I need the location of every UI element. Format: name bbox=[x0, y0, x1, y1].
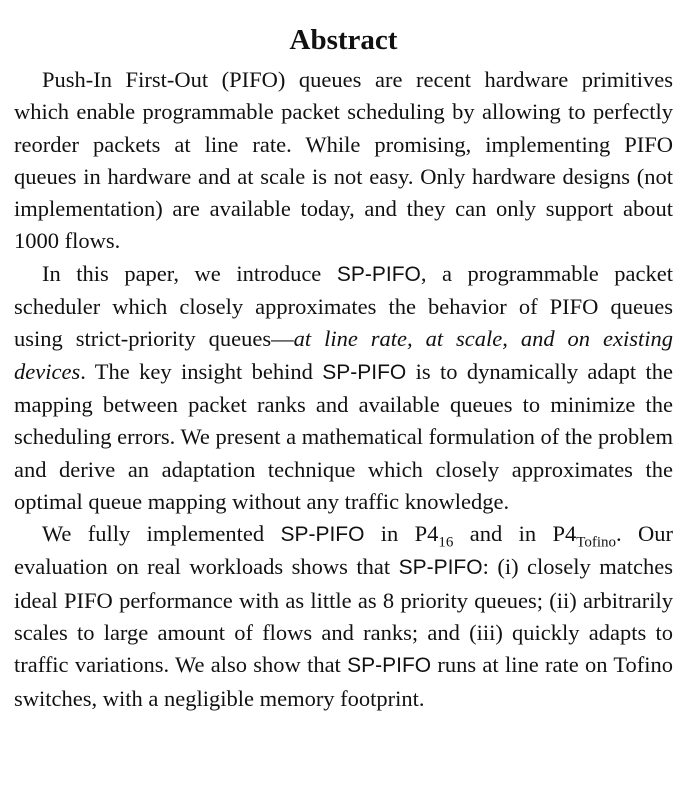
system-name: SP-PIFO bbox=[336, 262, 421, 286]
p2-text-c: . The key insight behind bbox=[80, 358, 323, 384]
system-name: SP-PIFO bbox=[322, 360, 407, 384]
paragraph-2 bbox=[14, 258, 673, 518]
p3-text-b: in P4 bbox=[364, 521, 439, 547]
p3-text-c: and in P4 bbox=[453, 521, 577, 547]
p4-target-subscript: Tofino bbox=[576, 534, 617, 551]
p4-version-subscript: 16 bbox=[438, 534, 454, 551]
p2-text-b: , a programmable packet scheduler which closely approximates the behavior of PIFO queues using strict-priority queues— bbox=[14, 260, 673, 352]
abstract-title: Abstract bbox=[289, 24, 398, 56]
system-name: SP-PIFO bbox=[347, 654, 432, 678]
p2-text-a: In this paper, we introduce bbox=[42, 260, 337, 286]
p2-italic-phrase: at line rate, at scale, and on existing devices bbox=[14, 326, 673, 384]
paragraph-1: Push-In First-Out (PIFO) queues are recent hardware primitives which enable programmable packet scheduling by allowing to perfectly reorder packets at line rate. While promising, implementing PIFO queues in hardware and at scale is not easy. Only hardware designs (not implementation) are available today, and they can only support about 1000 flows. bbox=[14, 67, 673, 254]
p3-text-f: runs at line rate on Tofino switches, with a negligible memory footprint. bbox=[14, 652, 673, 711]
system-name: SP-PIFO bbox=[280, 523, 365, 547]
p3-text-d: . Our evaluation on real workloads shows that bbox=[14, 521, 673, 580]
p3-text-a: We fully implemented bbox=[42, 521, 281, 547]
p3-text-e: : (i) closely matches ideal PIFO performance with as little as 8 priority queues; (ii) arbitrarily scales to large amount of flows and ranks; and (iii) quickly adapts to traffic variations. We also show that bbox=[14, 554, 673, 678]
abstract-section bbox=[14, 22, 673, 715]
paragraph-3 bbox=[14, 518, 673, 715]
system-name: SP-PIFO bbox=[398, 556, 483, 580]
p2-text-d: is to dynamically adapt the mapping between packet ranks and available queues to minimize the scheduling errors. We present a mathematical formulation of the problem and derive an adaptation technique which closely approximates the optimal queue mapping without any traffic knowledge. bbox=[14, 358, 674, 514]
